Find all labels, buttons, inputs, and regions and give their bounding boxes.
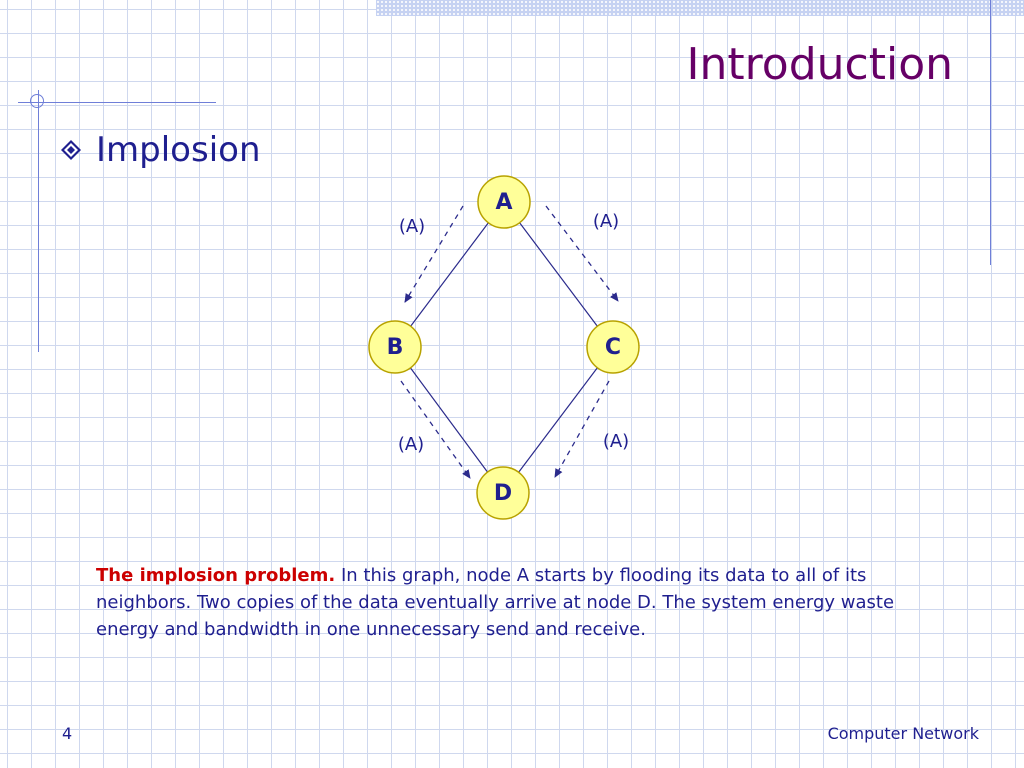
- caption: [96, 562, 946, 643]
- edge-c-d: [519, 368, 598, 472]
- caption-body: In this graph, node A starts by flooding its data to all of its neighbors. Two copies of the data eventually arrive at node D. The system energy waste energy and bandwidth in one unnecessary send and receive.: [96, 565, 895, 640]
- message-label-a-c: (A): [592, 211, 620, 232]
- message-label-b-d: (A): [397, 434, 425, 455]
- bullet-text: Implosion: [96, 130, 261, 170]
- message-arrow-b-d: [401, 381, 470, 478]
- caption-lead: The implosion problem.: [96, 565, 336, 586]
- node-label-c: C: [604, 335, 622, 360]
- node-label-b: B: [386, 335, 404, 360]
- slide-title: Introduction: [686, 39, 953, 90]
- edge-a-b: [411, 223, 489, 326]
- message-label-c-d: (A): [602, 431, 630, 452]
- message-label-a-b: (A): [398, 216, 426, 237]
- footer-text: Computer Network: [827, 724, 979, 743]
- edge-b-d: [410, 368, 487, 472]
- node-label-a: A: [495, 190, 513, 215]
- message-arrow-c-d: [555, 381, 609, 477]
- page-number: 4: [62, 724, 73, 743]
- node-label-d: D: [493, 481, 513, 506]
- edge-a-c: [520, 223, 598, 326]
